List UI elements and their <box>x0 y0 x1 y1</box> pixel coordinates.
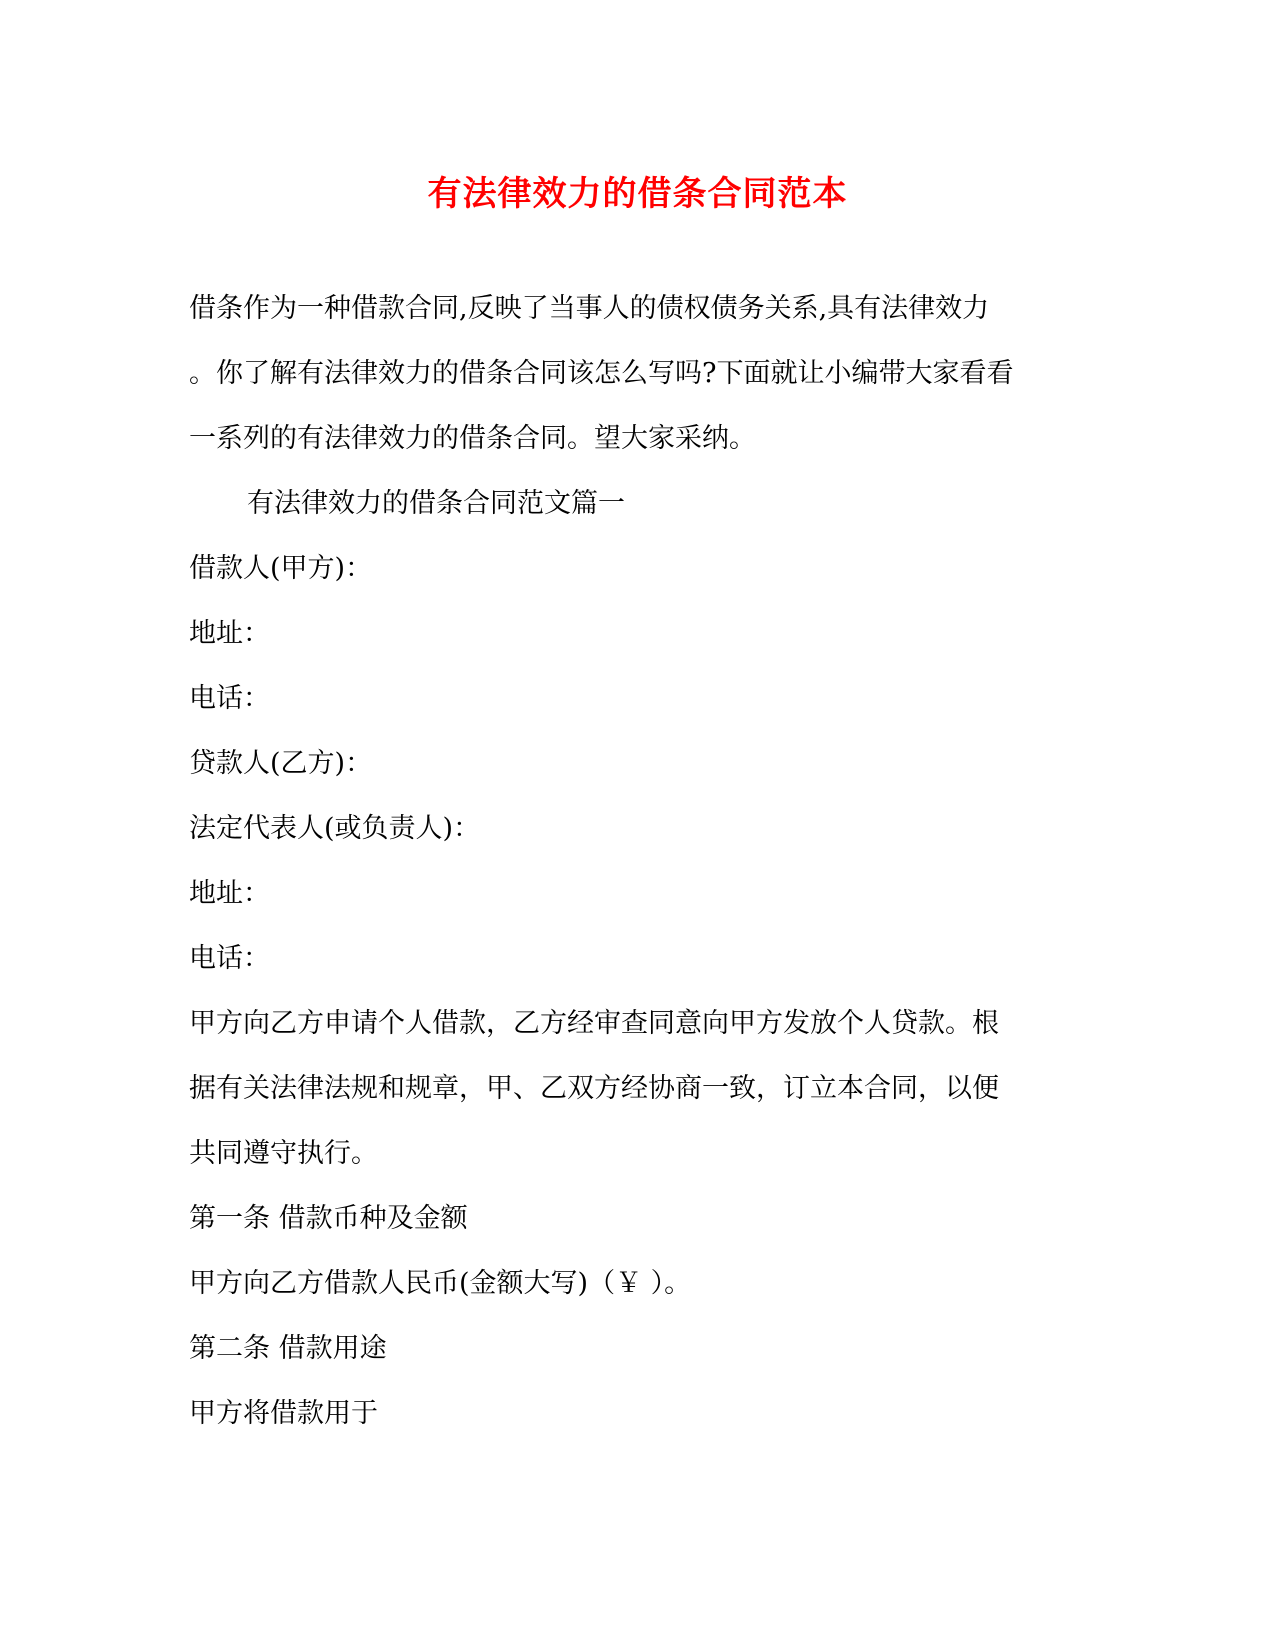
intro-line-3: 一系列的有法律效力的借条合同。望大家采纳。 <box>189 423 756 454</box>
preamble-line-2: 据有关法律法规和规章，甲、乙双方经协商一致，订立本合同，以便 <box>189 1073 999 1104</box>
article-2-text: 甲方将借款用于 <box>189 1398 378 1429</box>
lender-address-field: 地址： <box>189 878 270 909</box>
lender-field: 贷款人(乙方)： <box>189 748 373 779</box>
preamble-line-3: 共同遵守执行。 <box>189 1138 378 1169</box>
borrower-field: 借款人(甲方)： <box>189 553 373 584</box>
article-2-heading: 第二条 借款用途 <box>189 1333 387 1364</box>
intro-line-1: 借条作为一种借款合同,反映了当事人的债权债务关系,具有法律效力 <box>189 293 990 324</box>
section-heading: 有法律效力的借条合同范文篇一 <box>247 488 625 519</box>
intro-line-2: 。你了解有法律效力的借条合同该怎么写吗?下面就让小编带大家看看 <box>189 358 1014 389</box>
borrower-address-field: 地址： <box>189 618 270 649</box>
preamble-line-1: 甲方向乙方申请个人借款，乙方经审查同意向甲方发放个人贷款。根 <box>189 1008 999 1039</box>
lender-phone-field: 电话： <box>189 943 270 974</box>
article-1-heading: 第一条 借款币种及金额 <box>189 1203 468 1234</box>
document-body <box>189 286 1089 1456</box>
document-title: 有法律效力的借条合同范本 <box>427 174 848 214</box>
borrower-phone-field: 电话： <box>189 683 270 714</box>
article-1-text: 甲方向乙方借款人民币(金额大写)（￥ ）。 <box>189 1268 692 1299</box>
legal-representative-field: 法定代表人(或负责人)： <box>189 813 481 844</box>
